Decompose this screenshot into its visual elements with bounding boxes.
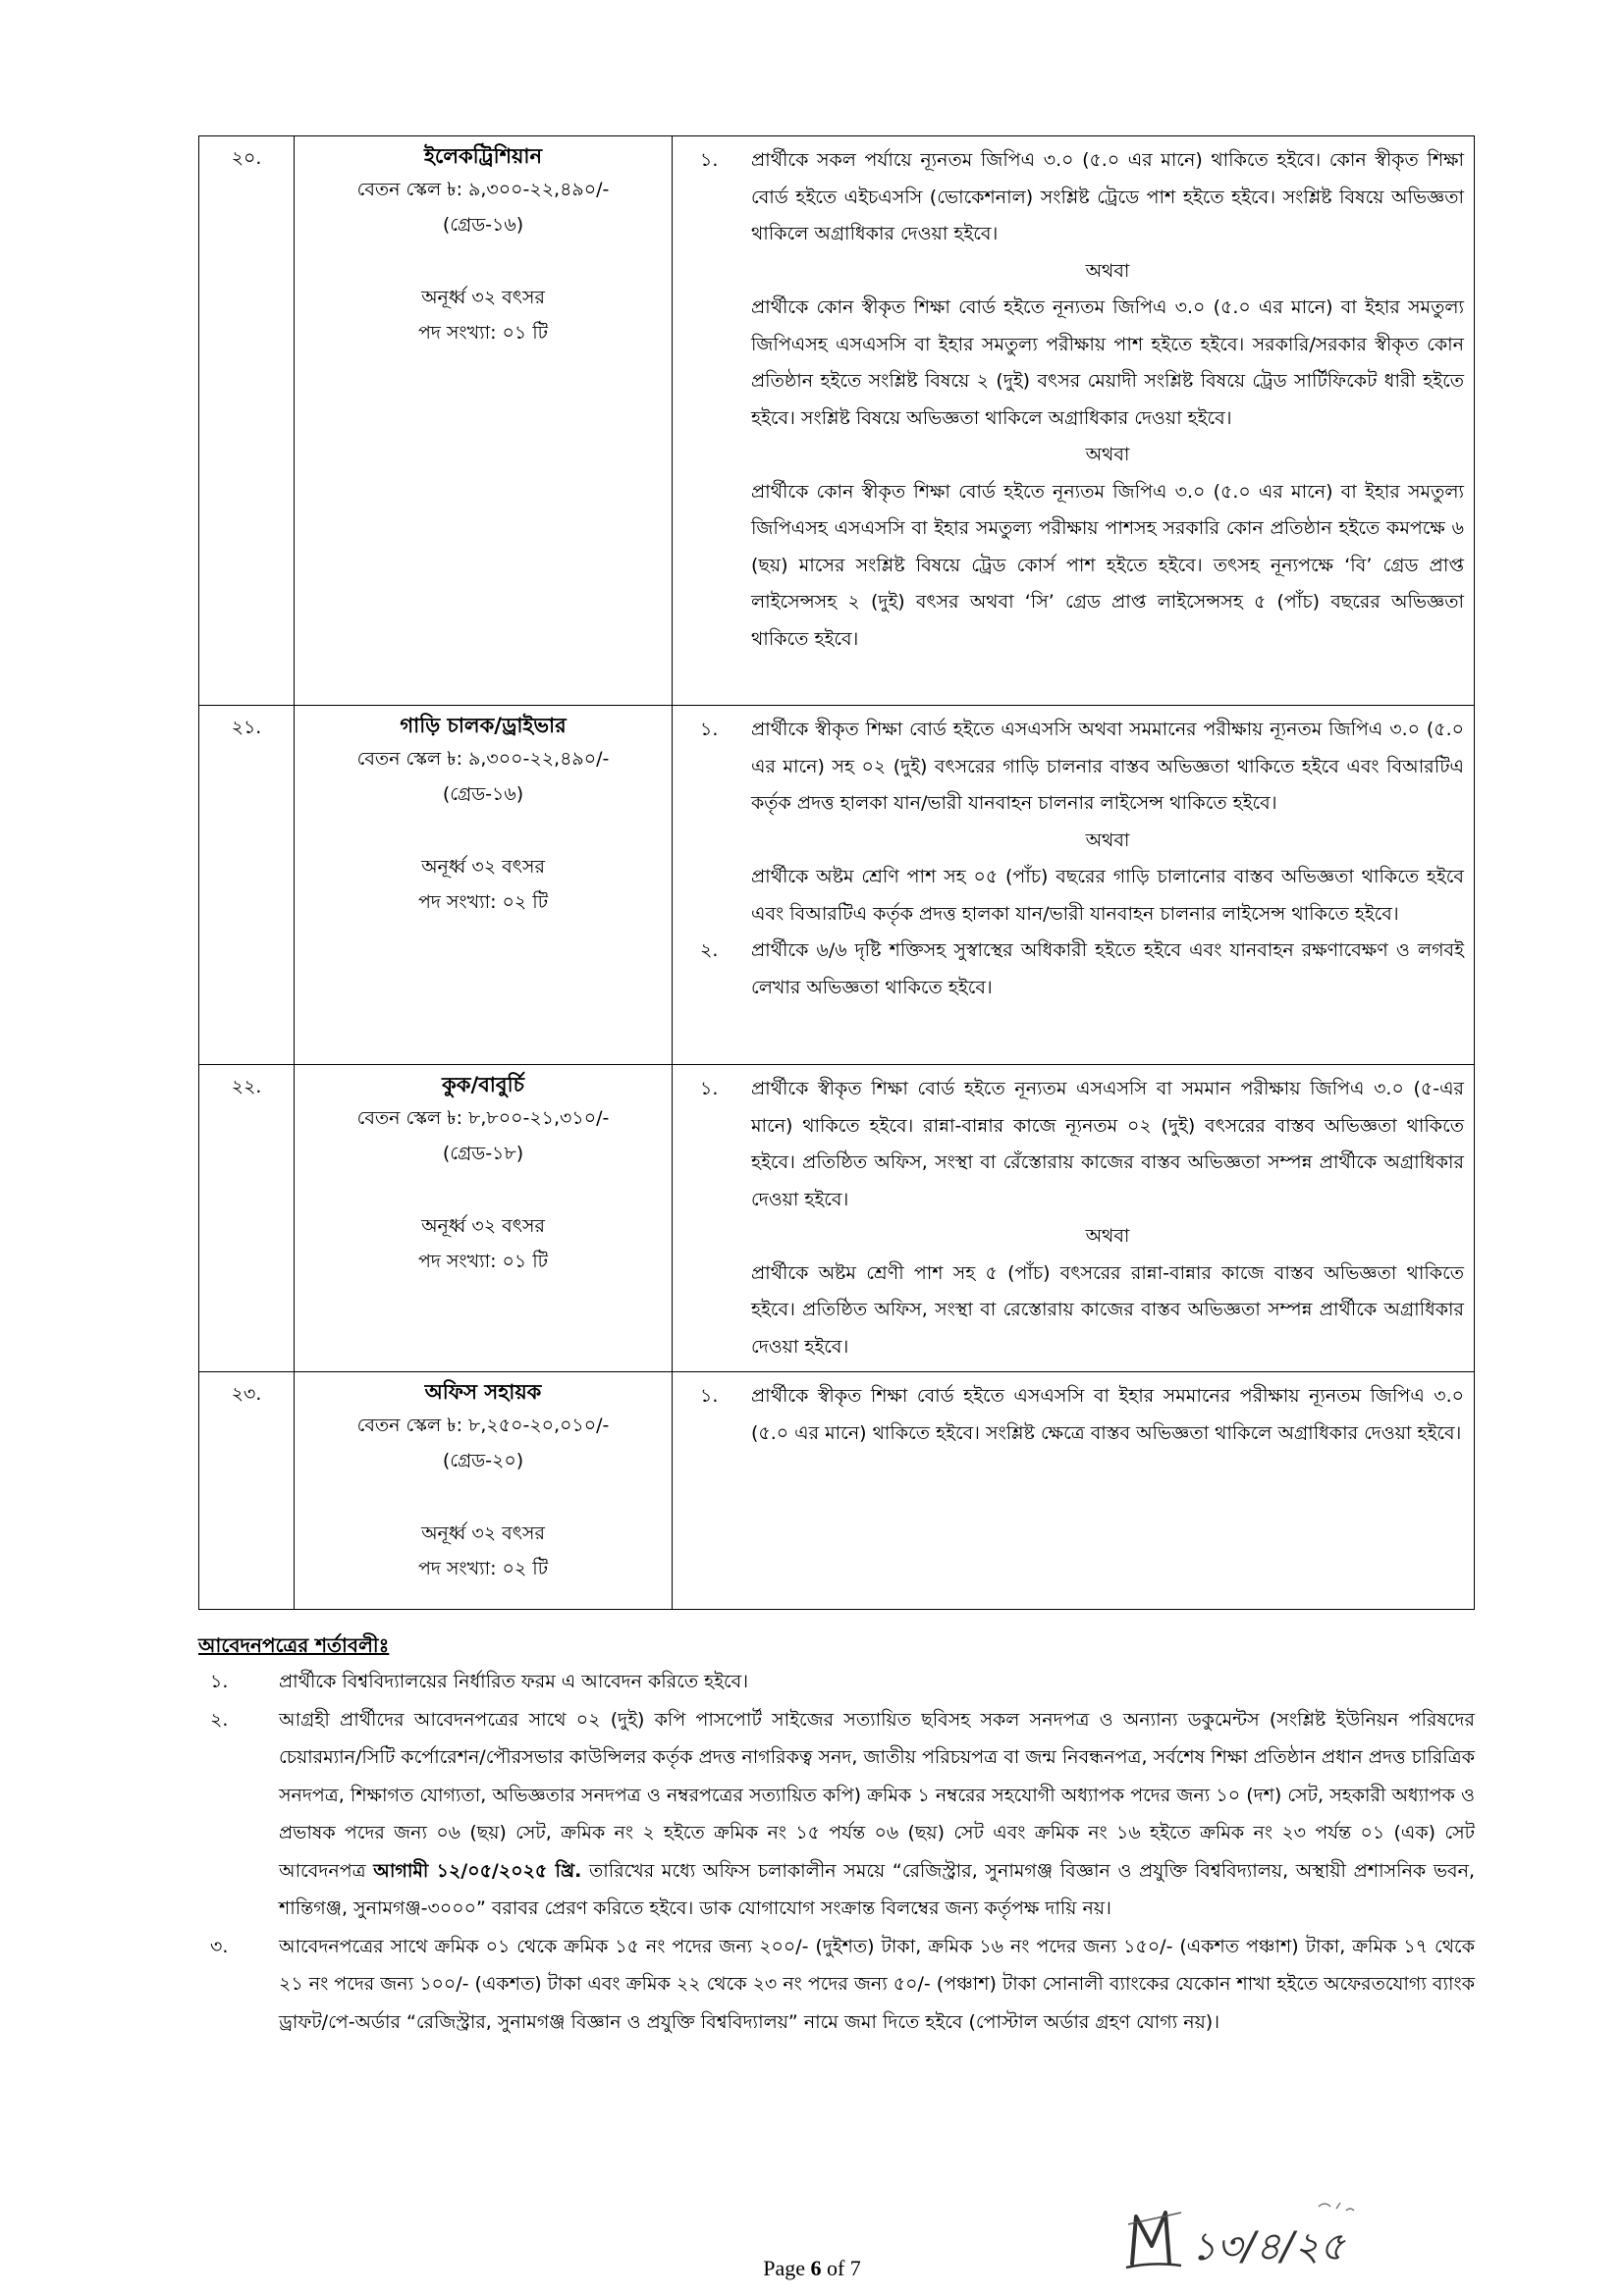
age-limit: অনূর্ধ্ব ৩২ বৎসর	[421, 1522, 545, 1544]
term-item	[210, 1701, 1475, 1928]
application-terms	[198, 1628, 1475, 2041]
or-separator: অথবা	[1085, 259, 1130, 282]
term-item	[210, 1663, 1475, 1701]
grade: (গ্রেড-২০)	[442, 1450, 524, 1471]
pay-scale: বেতন স্কেল ৳: ৮,৮০০-২১,৩১০/-	[356, 1107, 610, 1129]
term-item	[210, 1928, 1475, 2042]
serial-number: ২০.	[231, 147, 262, 169]
post-cell	[295, 706, 673, 1065]
requirement-paragraph: প্রার্থীকে স্বীকৃত শিক্ষা বোর্ড হইতে নূন্যতম এসএসসি বা সমমান পরীক্ষায় জিপিএ ৩.০ (৫-এর মানে) থাকিতে হইবে। রান্না-বান্নার কাজে ন্যূনতম ০২ (দুই) বৎসরের বাস্তব অভিজ্ঞতা থাকিতে হইবে। প্রতিষ্ঠিত অফিস, সংস্থা বা রেঁস্তোরায় কাজের বাস্তব অভিজ্ঞতা সম্পন্ন প্রার্থীকে অগ্রাধিকার দেওয়া হইবে।	[751, 1078, 1464, 1210]
post-count: পদ সংখ্যা: ০১ টি	[417, 322, 549, 344]
page-of: of	[821, 2256, 850, 2280]
requirement-paragraph: প্রার্থীকে স্বীকৃত শিক্ষা বোর্ড হইতে এসএসসি অথবা সমমানের পরীক্ষায় ন্যূনতম জিপিএ ৩.০ (৫.০ এর মানে) সহ ০২ (দুই) বৎসরের গাড়ি চালনার বাস্তব অভিজ্ঞতা থাকিতে হইবে এবং বিআরটিএ কর্তৃক প্রদত্ত হালকা যান/ভারী যানবাহন চালনার লাইসেন্স থাকিতে হইবে।	[751, 719, 1464, 814]
serial-cell	[199, 1372, 295, 1610]
requirement-paragraph: প্রার্থীকে ৬/৬ দৃষ্টি শক্তিসহ সুস্বাস্থের অধিকারী হইতে হইবে এবং যানবাহন রক্ষণাবেক্ষণ ও লগবই লেখার অভিজ্ঞতা থাকিতে হইবে।	[751, 939, 1464, 998]
requirements-cell	[673, 706, 1475, 1065]
post-title: ইলেকট্রিশিয়ান	[423, 144, 543, 168]
grade: (গ্রেড-১৮)	[442, 1143, 524, 1164]
requirement-item	[700, 142, 1464, 658]
handwritten-initial-stamp	[1122, 2195, 1417, 2283]
deadline-date: আগামী ১২/০৫/২০২৫ খ্রি.	[373, 1859, 582, 1882]
age-limit: অনূর্ধ্ব ৩২ বৎসর	[421, 856, 545, 878]
post-title: কুক/বাবুর্চি	[442, 1073, 524, 1096]
requirement-number: ১.	[700, 719, 719, 740]
post-title: গাড়ি চালক/ড্রাইভার	[400, 714, 567, 737]
term-text	[279, 1701, 1475, 1928]
serial-number: ২২.	[231, 1076, 262, 1097]
job-table	[198, 135, 1475, 1610]
age-limit: অনূর্ধ্ব ৩২ বৎসর	[421, 1215, 545, 1237]
table-row	[199, 136, 1475, 706]
page-total: 7	[849, 2256, 861, 2280]
requirement-number: ১.	[700, 149, 719, 171]
pay-scale: বেতন স্কেল ৳: ৯,৩০০-২২,৪৯০/-	[356, 748, 610, 770]
requirement-item	[700, 933, 1464, 1006]
requirement-item	[700, 712, 1464, 933]
requirement-item	[700, 1071, 1464, 1365]
or-separator: অথবা	[1085, 444, 1130, 465]
requirements-cell	[673, 1372, 1475, 1610]
requirement-paragraph: প্রার্থীকে কোন স্বীকৃত শিক্ষা বোর্ড হইতে নূন্যতম জিপিএ ৩.০ (৫.০ এর মানে) বা ইহার সমতুল্য জিপিএসহ এসএসসি বা ইহার সমতুল্য পরীক্ষায় পাশ হইতে হইবে। সরকারি/সরকার স্বীকৃত কোন প্রতিষ্ঠান হইতে সংশ্লিষ্ট বিষয়ে ২ (দুই) বৎসর মেয়াদী সংশ্লিষ্ট বিষয়ে ট্রেড সার্টিফিকেট ধারী হইতে হইবে। সংশ্লিষ্ট বিষয়ে অভিজ্ঞতা থাকিলে অগ্রাধিকার দেওয়া হইবে।	[751, 296, 1464, 429]
requirements-cell	[673, 136, 1475, 706]
or-separator: অথবা	[1085, 828, 1130, 851]
serial-number: ২১.	[231, 717, 262, 738]
serial-cell	[199, 706, 295, 1065]
requirement-paragraph: প্রার্থীকে স্বীকৃত শিক্ষা বোর্ড হইতে এসএসসি বা ইহার সমমানের পরীক্ষায় ন্যূনতম জিপিএ ৩.০ (৫.০ এর মানে) থাকিতে হইবে। সংশ্লিষ্ট ক্ষেত্রে বাস্তব অভিজ্ঞতা থাকিলে অগ্রাধিকার দেওয়া হইবে।	[751, 1385, 1464, 1444]
grade: (গ্রেড-১৬)	[442, 214, 524, 236]
term-number: ১.	[210, 1671, 229, 1692]
requirement-item	[700, 1378, 1464, 1452]
table-row	[199, 1065, 1475, 1372]
requirement-paragraph: প্রার্থীকে অষ্টম শ্রেণী পাশ সহ ৫ (পাঁচ) বৎসরের রান্না-বান্নার কাজে বাস্তব অভিজ্ঞতা থাকিতে হইবে। প্রতিষ্ঠিত অফিস, সংস্থা বা রেস্তোরায় কাজের বাস্তব অভিজ্ঞতা সম্পন্ন প্রার্থীকে অগ্রাধিকার দেওয়া হইবে।	[751, 1261, 1464, 1358]
term-text-part: আগ্রহী প্রার্থীদের আবেদনপত্রের সাথে ০২ (দুই) কপি পাসপোর্ট সাইজের সত্যায়িত ছবিসহ সকল সনদপত্র ও অন্যান্য ডকুমেন্টস (সংশ্লিষ্ট ইউনিয়ন পরিষদের চেয়ারম্যান/সিটি কর্পোরেশন/পৌরসভার কাউন্সিলর কর্তৃক প্রদত্ত নাগরিকত্ব সনদ, জাতীয় পরিচয়পত্র বা জন্ম নিবন্ধনপত্র, সর্বশেষ শিক্ষা প্রতিষ্ঠান প্রধান প্রদত্ত চারিত্রিক সনদপত্র, শিক্ষাগত যোগ্যতা, অভিজ্ঞতার সনদপত্র ও নম্বরপত্রের সত্যায়িত কপি) ক্রমিক ১ নম্বরের সহযোগী অধ্যাপক পদের জন্য ১০ (দশ) সেট, সহকারী অধ্যাপক ও প্রভাষক পদের জন্য ০৬ (ছয়) সেট, ক্রমিক নং ২ হইতে ক্রমিক নং ১৫ পর্যন্ত ০৬ (ছয়) সেট এবং ক্রমিক নং ১৬ হইতে ক্রমিক নং ২৩ পর্যন্ত ০১ (এক) সেট আবেদনপত্র	[279, 1708, 1476, 1882]
requirement-number: ২.	[700, 939, 719, 961]
page-number: 6	[810, 2256, 822, 2280]
term-text: প্রার্থীকে বিশ্ববিদ্যালয়ের নির্ধারিত ফরম এ আবেদন করিতে হইবে।	[279, 1671, 748, 1692]
grade: (গ্রেড-১৬)	[442, 783, 524, 805]
stamp-date: ১৩/৪/২৫	[1191, 2224, 1345, 2269]
requirement-number: ১.	[700, 1078, 719, 1099]
requirement-paragraph: প্রার্থীকে কোন স্বীকৃত শিক্ষা বোর্ড হইতে নূন্যতম জিপিএ ৩.০ (৫.০ এর মানে) বা ইহার সমতুল্য জিপিএসহ এসএসসি বা ইহার সমতুল্য পরীক্ষায় পাশসহ সরকারি কোন প্রতিষ্ঠান হইতে কমপক্ষে ৬ (ছয়) মাসের সংশ্লিষ্ট বিষয়ে ট্রেড কোর্স পাশ হইতে হইবে। তৎসহ নূন্যপক্ষে ‘বি’ গ্রেড প্রাপ্ত লাইসেন্সসহ ২ (দুই) বৎসর অথবা ‘সি’ গ্রেড প্রাপ্ত লাইসেন্সসহ ৫ (পাঁচ) বছরের অভিজ্ঞতা থাকিতে হইবে।	[751, 480, 1464, 650]
post-count: পদ সংখ্যা: ০২ টি	[417, 891, 549, 913]
serial-cell	[199, 136, 295, 706]
page-label: Page	[763, 2256, 811, 2280]
post-count: পদ সংখ্যা: ০২ টি	[417, 1558, 549, 1579]
term-number: ৩.	[210, 1935, 229, 1957]
or-separator: অথবা	[1085, 1225, 1130, 1247]
post-cell	[295, 136, 673, 706]
serial-cell	[199, 1065, 295, 1372]
post-title: অফিস সহায়ক	[424, 1380, 542, 1404]
age-limit: অনূর্ধ্ব ৩২ বৎসর	[421, 287, 545, 308]
table-row	[199, 706, 1475, 1065]
serial-number: ২৩.	[231, 1383, 262, 1405]
table-row	[199, 1372, 1475, 1610]
post-cell	[295, 1065, 673, 1372]
term-text-part: তারিখের মধ্যে অফিস চলাকালীন সময়ে “রেজিস্ট্রার, সুনামগঞ্জ বিজ্ঞান ও প্রযুক্তি বিশ্ববিদ্যালয়, অস্থায়ী প্রশাসনিক ভবন, শান্তিগঞ্জ, সুনামগঞ্জ-৩০০০” বরাবর প্রেরণ করিতে হইবে। ডাক যোগাযোগ সংক্রান্ত বিলম্বের জন্য কর্তৃপক্ষ দায়ি নয়।	[279, 1859, 1476, 1919]
requirements-cell	[673, 1065, 1475, 1372]
term-number: ২.	[210, 1708, 229, 1731]
post-count: পদ সংখ্যা: ০১ টি	[417, 1251, 549, 1272]
terms-title: আবেদনপত্রের শর্তাবলীঃ	[198, 1633, 390, 1657]
post-cell	[295, 1372, 673, 1610]
pay-scale: বেতন স্কেল ৳: ৮,২৫০-২০,০১০/-	[356, 1415, 610, 1436]
pay-scale: বেতন স্কেল ৳: ৯,৩০০-২২,৪৯০/-	[356, 179, 610, 200]
requirement-paragraph: প্রার্থীকে সকল পর্যায়ে ন্যূনতম জিপিএ ৩.০ (৫.০ এর মানে) থাকিতে হইবে। কোন স্বীকৃত শিক্ষা বোর্ড হইতে এইচএসসি (ভোকেশনাল) সংশ্লিষ্ট ট্রেডে পাশ হইতে হইবে। সংশ্লিষ্ট বিষয়ে অভিজ্ঞতা থাকিলে অগ্রাধিকার দেওয়া হইবে।	[751, 149, 1464, 244]
term-text: আবেদনপত্রের সাথে ক্রমিক ০১ থেকে ক্রমিক ১৫ নং পদের জন্য ২০০/- (দুইশত) টাকা, ক্রমিক ১৬ নং পদের জন্য ১৫০/- (একশত পঞ্চাশ) টাকা, ক্রমিক ১৭ থেকে ২১ নং পদের জন্য ১০০/- (একশত) টাকা এবং ক্রমিক ২২ থেকে ২৩ নং পদের জন্য ৫০/- (পঞ্চাশ) টাকা সোনালী ব্যাংকের যেকোন শাখা হইতে অফেরতযোগ্য ব্যাংক ড্রাফট/পে-অর্ডার “রেজিস্ট্রার, সুনামগঞ্জ বিজ্ঞান ও প্রযুক্তি বিশ্ববিদ্যালয়” নামে জমা দিতে হইবে (পোস্টাল অর্ডার গ্রহণ যোগ্য নয়)।	[279, 1935, 1475, 2033]
requirement-number: ১.	[700, 1385, 719, 1407]
requirement-paragraph: প্রার্থীকে অষ্টম শ্রেণি পাশ সহ ০৫ (পাঁচ) বছরের গাড়ি চালানোর বাস্তব অভিজ্ঞতা থাকিতে হইবে এবং বিআরটিএ কর্তৃক প্রদত্ত হালকা যান/ভারী যানবাহন চালনার লাইসেন্স থাকিতে হইবে।	[751, 866, 1464, 925]
